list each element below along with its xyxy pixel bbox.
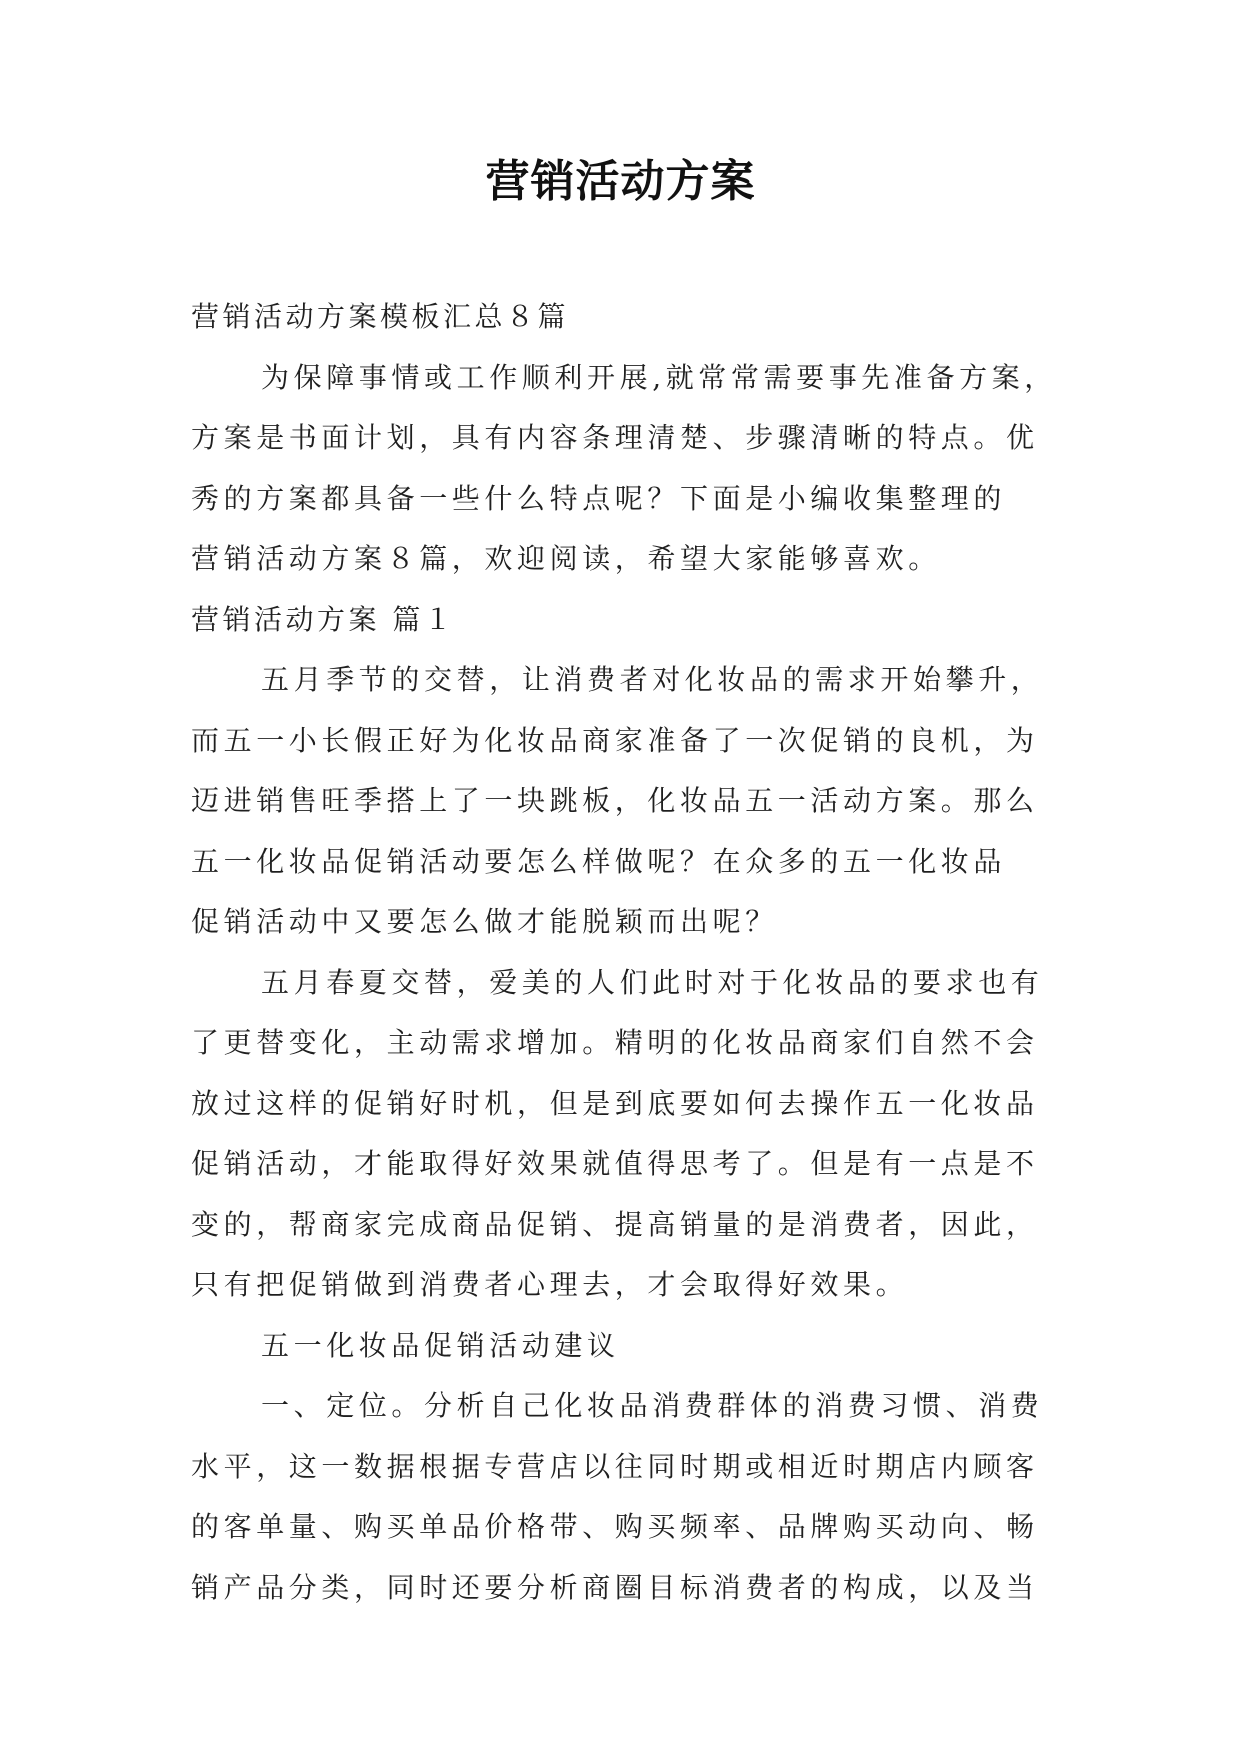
paragraph-line: 五月春夏交替，爱美的人们此时对于化妆品的要求也有 <box>261 965 1044 999</box>
paragraph-line: 方案是书面计划，具有内容条理清楚、步骤清晰的特点。优 <box>191 421 1039 454</box>
paragraph-line: 促销活动中又要怎么做才能脱颖而出呢？ <box>191 905 778 938</box>
section-heading: 营销活动方案模板汇总８篇 <box>191 300 570 333</box>
paragraph-line: 了更替变化，主动需求增加。精明的化妆品商家们自然不会 <box>191 1026 1039 1059</box>
paragraph-line: 为保障事情或工作顺利开展,就常常需要事先准备方案， <box>261 360 1057 394</box>
paragraph-line: 放过这样的促销好时机，但是到底要如何去操作五一化妆品 <box>191 1086 1039 1120</box>
paragraph-line: 水平，这一数据根据专营店以往同时期或相近时期店内顾客 <box>191 1449 1039 1483</box>
paragraph-line: 营销活动方案８篇，欢迎阅读，希望大家能够喜欢。 <box>191 542 941 575</box>
paragraph-line: 五一化妆品促销活动要怎么样做呢？在众多的五一化妆品 <box>191 844 1007 878</box>
paragraph-line: 的客单量、购买单品价格带、购买频率、品牌购买动向、畅 <box>191 1510 1039 1543</box>
paragraph-line: 五月季节的交替，让消费者对化妆品的需求开始攀升， <box>261 663 1044 696</box>
paragraph-line: 促销活动，才能取得好效果就值得思考了。但是有一点是不 <box>191 1147 1039 1180</box>
document-title: 营销活动方案 <box>485 156 756 207</box>
paragraph-line: 只有把促销做到消费者心理去，才会取得好效果。 <box>191 1268 909 1301</box>
paragraph-line: 五一化妆品促销活动建议 <box>261 1328 620 1362</box>
paragraph-line: 迈进销售旺季搭上了一块跳板，化妆品五一活动方案。那么 <box>191 784 1039 817</box>
section-heading: 营销活动方案 篇１ <box>191 602 456 636</box>
document-body <box>191 287 1057 1618</box>
paragraph-line: 秀的方案都具备一些什么特点呢？下面是小编收集整理的 <box>191 481 1007 515</box>
paragraph-line: 一、定位。分析自己化妆品消费群体的消费习惯、消费 <box>261 1389 1044 1422</box>
paragraph-line: 销产品分类，同时还要分析商圈目标消费者的构成，以及当 <box>191 1570 1039 1604</box>
paragraph-line: 变的，帮商家完成商品促销、提高销量的是消费者，因此， <box>191 1207 1039 1241</box>
paragraph-line: 而五一小长假正好为化妆品商家准备了一次促销的良机，为 <box>191 723 1039 757</box>
